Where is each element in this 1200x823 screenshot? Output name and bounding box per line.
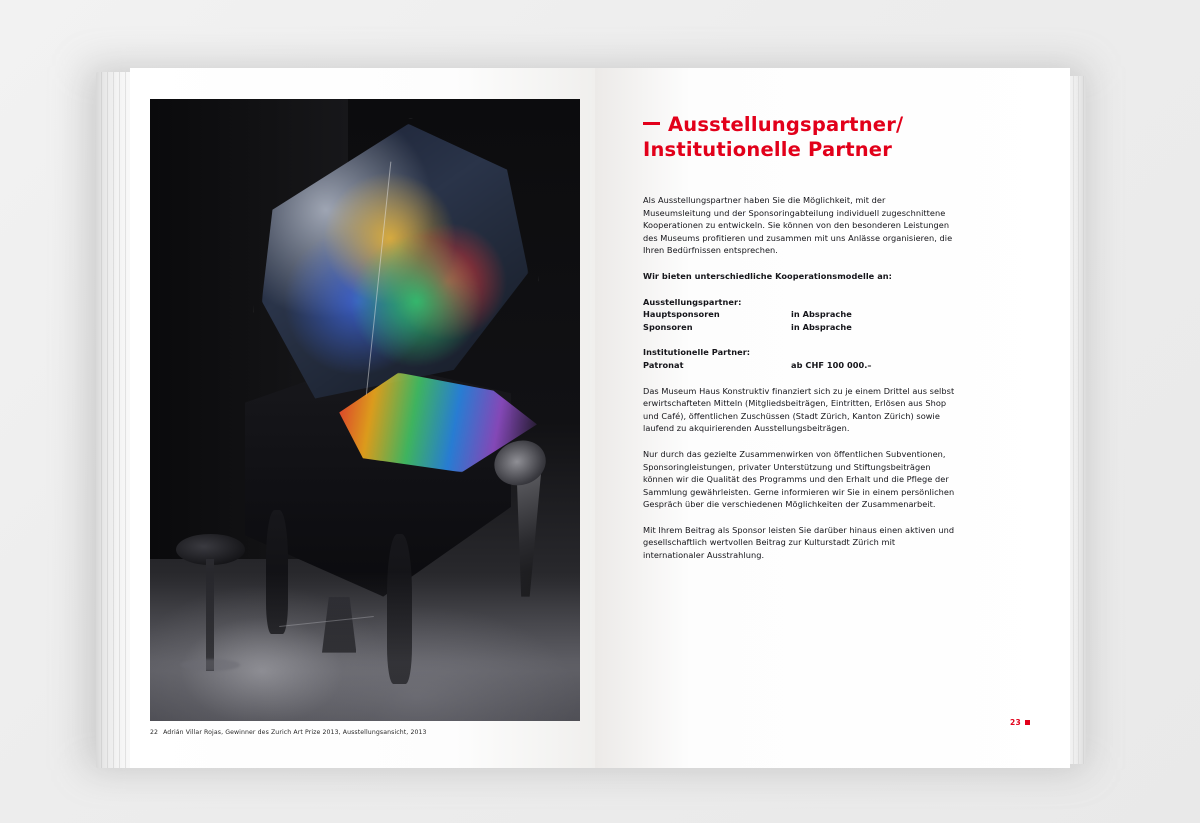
body-column xyxy=(643,194,955,575)
right-page-number xyxy=(1010,718,1030,727)
pricing-table-ausstellungspartner xyxy=(643,308,955,333)
row-label: Patronat xyxy=(643,359,684,370)
page-title-line1: Ausstellungspartner/ xyxy=(668,113,904,136)
section-heading-ausstellungspartner: Ausstellungspartner: xyxy=(643,296,742,307)
cooperation-paragraph: Nur durch das gezielte Zusammenwirken von öffentlichen Subventionen, Sponsoringleistungen, privater Unterstützung und Stiftungsbeiträgen können wir die Qualität des Programms und den Erhalt und die Pflege der Sammlung gewährleisten. Gerne informieren wir Sie in einem persönlichen Gespräch über die verschiedenen Möglichkeiten der Zusammenarbeit. xyxy=(643,448,955,510)
photo-caption-text: Adrián Villar Rojas, Gewinner des Zurich Art Prize 2013, Ausstellungsansicht, 2013 xyxy=(163,729,427,736)
right-page-number-text: 23 xyxy=(1009,718,1021,727)
intro-paragraph: Als Ausstellungspartner haben Sie die Möglichkeit, mit der Museumsleitung und der Sponsoringabteilung individuell zugeschnittene Kooperationen zu entwickeln. Sie können von den besonderen Leistungen des Museums profitieren und zusammen mit uns Anlässe organisieren, die Ihren Bedürfnissen entsprechen. xyxy=(643,195,953,256)
funding-paragraph: Das Museum Haus Konstruktiv finanziert sich zu je einem Drittel aus selbst erwirtschafteten Mitteln (Mitgliedsbeiträgen, Eintritten, Erlösen aus Shop und Café), öffentlichen Zuschüssen (Stadt Zürich, Kanton Zürich) sowie laufend zu akquirierenden Ausstellungsbeiträgen. xyxy=(643,385,955,434)
page-title-line2: Institutionelle Partner xyxy=(643,138,893,161)
spacer xyxy=(643,333,955,346)
photo-floor-glow xyxy=(150,572,580,721)
offer-heading: Wir bieten unterschiedliche Kooperationsmodelle an: xyxy=(643,270,892,281)
table-row xyxy=(643,308,955,321)
contribution-paragraph: Mit Ihrem Beitrag als Sponsor leisten Sie darüber hinaus einen aktiven und gesellschaftlich wertvollen Beitrag zur Kulturstadt Zürich mit internationaler Ausstrahlung. xyxy=(643,524,955,561)
table-row xyxy=(643,321,955,334)
row-label: Hauptsponsoren xyxy=(643,309,720,320)
title-dash-icon xyxy=(643,122,660,125)
left-page-number: 22 xyxy=(150,729,159,736)
photo-caption xyxy=(150,729,570,736)
page-title xyxy=(643,112,1015,162)
pricing-table-institutionelle-partner xyxy=(643,359,955,372)
row-value: in Absprache xyxy=(791,321,852,332)
section-heading-institutionelle-partner: Institutionelle Partner: xyxy=(643,347,751,358)
left-page xyxy=(130,68,595,768)
spacer xyxy=(643,372,955,385)
exhibition-photo xyxy=(150,99,580,721)
row-value: ab CHF 100 000.– xyxy=(791,359,872,370)
table-row xyxy=(643,359,955,372)
row-value: in Absprache xyxy=(791,309,852,320)
right-page xyxy=(595,68,1070,768)
page-marker-square-icon xyxy=(1025,720,1030,725)
book-spread xyxy=(130,68,1070,768)
photo-scene xyxy=(150,99,580,721)
row-label: Sponsoren xyxy=(643,321,693,332)
